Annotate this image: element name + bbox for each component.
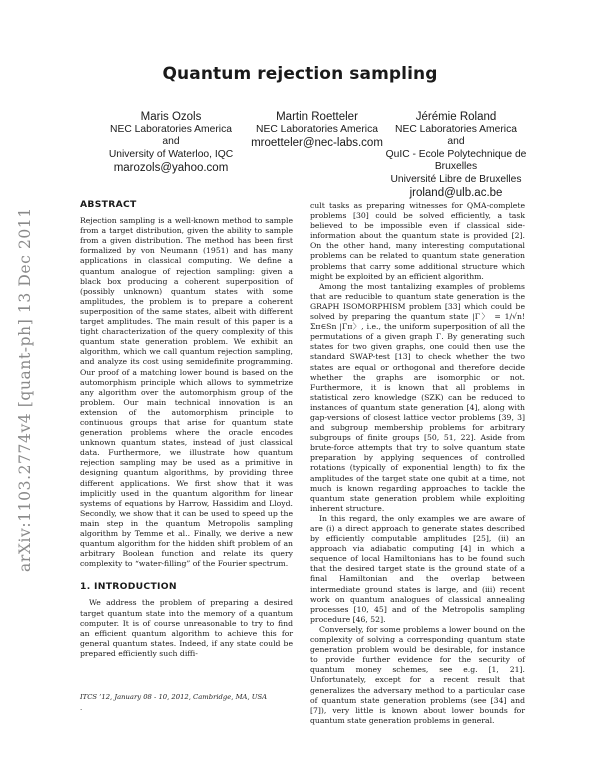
affiliation-line: NEC Laboratories America <box>395 124 517 135</box>
affiliation-line: Bruxelles <box>434 161 478 173</box>
author-block-3 <box>370 110 542 200</box>
author-email[interactable]: mroetteler@nec-labs.com <box>251 137 383 150</box>
affiliation-line: and <box>447 136 465 148</box>
left-column <box>80 200 293 659</box>
body-paragraph: Conversely, for some problems a lower bound on the complexity of solving a corresponding quantum state generation problem would be desirable, for instance to provide further evidence for the security of quantum money schemes, see e.g. [1, 21]. Unfortunately, except for a recent result that generalizes the adversary method to a particular case of quantum state generation problems (see [34] and [7]), very little is known about lower bounds for quantum state generation problems in general. <box>310 624 525 725</box>
right-column <box>310 201 525 726</box>
arxiv-stamp[interactable]: arXiv:1103.2774v4 [quant-ph] 13 Dec 2011 <box>16 207 34 573</box>
author-block-1 <box>86 110 256 175</box>
affiliation-line: NEC Laboratories America <box>256 124 378 135</box>
affiliation-line: Université Libre de Bruxelles <box>390 173 522 185</box>
affiliation-line: NEC Laboratories America <box>110 124 232 135</box>
author-email[interactable]: jroland@ulb.ac.be <box>409 187 503 200</box>
body-paragraph: cult tasks as preparing witnesses for QMA-complete problems [30] could be solved efficiently, a task believed to be impossible even if classical side-information about the quantum state is provided [2]. On the other hand, many interesting computational problems can be related to quantum state generation problems that carry some additional structure which might be exploited by an efficient algorithm. <box>310 201 525 281</box>
footer-mark: . <box>80 704 83 712</box>
paper-title: Quantum rejection sampling <box>162 64 438 84</box>
author-email[interactable]: marozols@yahoo.com <box>113 162 229 175</box>
affiliation-line: QuIC - Ecole Polytechnique de <box>385 148 527 160</box>
body-paragraph: In this regard, the only examples we are aware of are (i) a direct approach to generate states described by efficiently computable amplitudes [25], (ii) an approach via adiabatic computing [4] in which a sequence of local Hamiltonians has to be found such that the desired target state is the ground state of a final Hamiltonian and the overlap between intermediate ground states is large, and (iii) recent work on quantum analogues of classical annealing processes [10, 45] and of the Metropolis sampling procedure [46, 52]. <box>310 513 525 624</box>
introduction-heading: 1. INTRODUCTION <box>80 581 177 593</box>
body-paragraph: Among the most tantalizing examples of problems that are reducible to quantum state generation is the GRAPH ISOMORPHISM problem [33] which could be solved by preparing the quantum state |Γ〉 = 1/√n! Σπ∈Sn |Γπ〉, i.e., the uniform superposition of all the permutations of a given graph Γ. By generating such states for two given graphs, one could then use the standard SWAP-test [13] to check whether the two states are equal or orthogonal and therefore decide whether the graphs are isomorphic or not. Furthermore, it is known that all problems in statistical zero knowledge (SZK) can be reduced to instances of quantum state generation [4], along with gap-versions of closest lattice vector problems [39, 3] and subgroup membership problems for arbitrary subgroups of finite groups [50, 51, 22]. Aside from brute-force attempts that try to solve quantum state preparation by applying sequences of controlled rotations (typically of exponential length) to fix the amplitudes of the target state one qubit at a time, not much is known regarding approaches to tackle the quantum state generation problem while exploiting inherent structure. <box>310 281 525 513</box>
affiliation-line: and <box>162 136 180 148</box>
author-name: Maris Ozols <box>140 111 202 123</box>
affiliation-line: University of Waterloo, IQC <box>108 148 234 160</box>
author-name: Jérémie Roland <box>415 111 497 123</box>
introduction-paragraph: We address the problem of preparing a desired target quantum state into the memory of a quantum computer. It is of course unreasonable to try to find an efficient quantum algorithm to achieve this for general quantum states. Indeed, if any state could be prepared efficiently such diffi- <box>80 598 293 658</box>
abstract-heading: ABSTRACT <box>80 199 137 210</box>
author-name: Martin Roetteler <box>276 111 358 123</box>
conference-footer: ITCS ’12, January 08 - 10, 2012, Cambridge, MA, USA <box>80 693 268 701</box>
abstract-text: Rejection sampling is a well-known method to sample from a target distribution, given the ability to sample from a given distribution. The method has been first formalized by von Neumann (1951) and has many applications in classical computing. We define a quantum analogue of rejection sampling: given a black box producing a coherent superposition of (possibly unknown) quantum states with some amplitudes, the problem is to prepare a coherent superposition of the same states, albeit with different target amplitudes. The main result of this paper is a tight characterization of the query complexity of this quantum state generation problem. We exhibit an algorithm, which we call quantum rejection sampling, and analyze its cost using semidefinite programming. Our proof of a matching lower bound is based on the automorphism principle which allows to symmetrize any algorithm over the automorphism group of the problem. Our main technical innovation is an extension of the automorphism principle to continuous groups that arise for quantum state generation problems where the oracle encodes unknown quantum states, instead of just classical data. Furthermore, we illustrate how quantum rejection sampling may be used as a primitive in designing quantum algorithms, by providing three different applications. We first show that it was implicitly used in the quantum algorithm for linear systems of equations by Harrow, Hassidim and Lloyd. Secondly, we show that it can be used to speed up the main step in the quantum Metropolis sampling algorithm by Temme et al.. Finally, we derive a new quantum algorithm for the hidden shift problem of an arbitrary Boolean function and relate its query complexity to “water-filling” of the Fourier spectrum. <box>80 216 293 569</box>
